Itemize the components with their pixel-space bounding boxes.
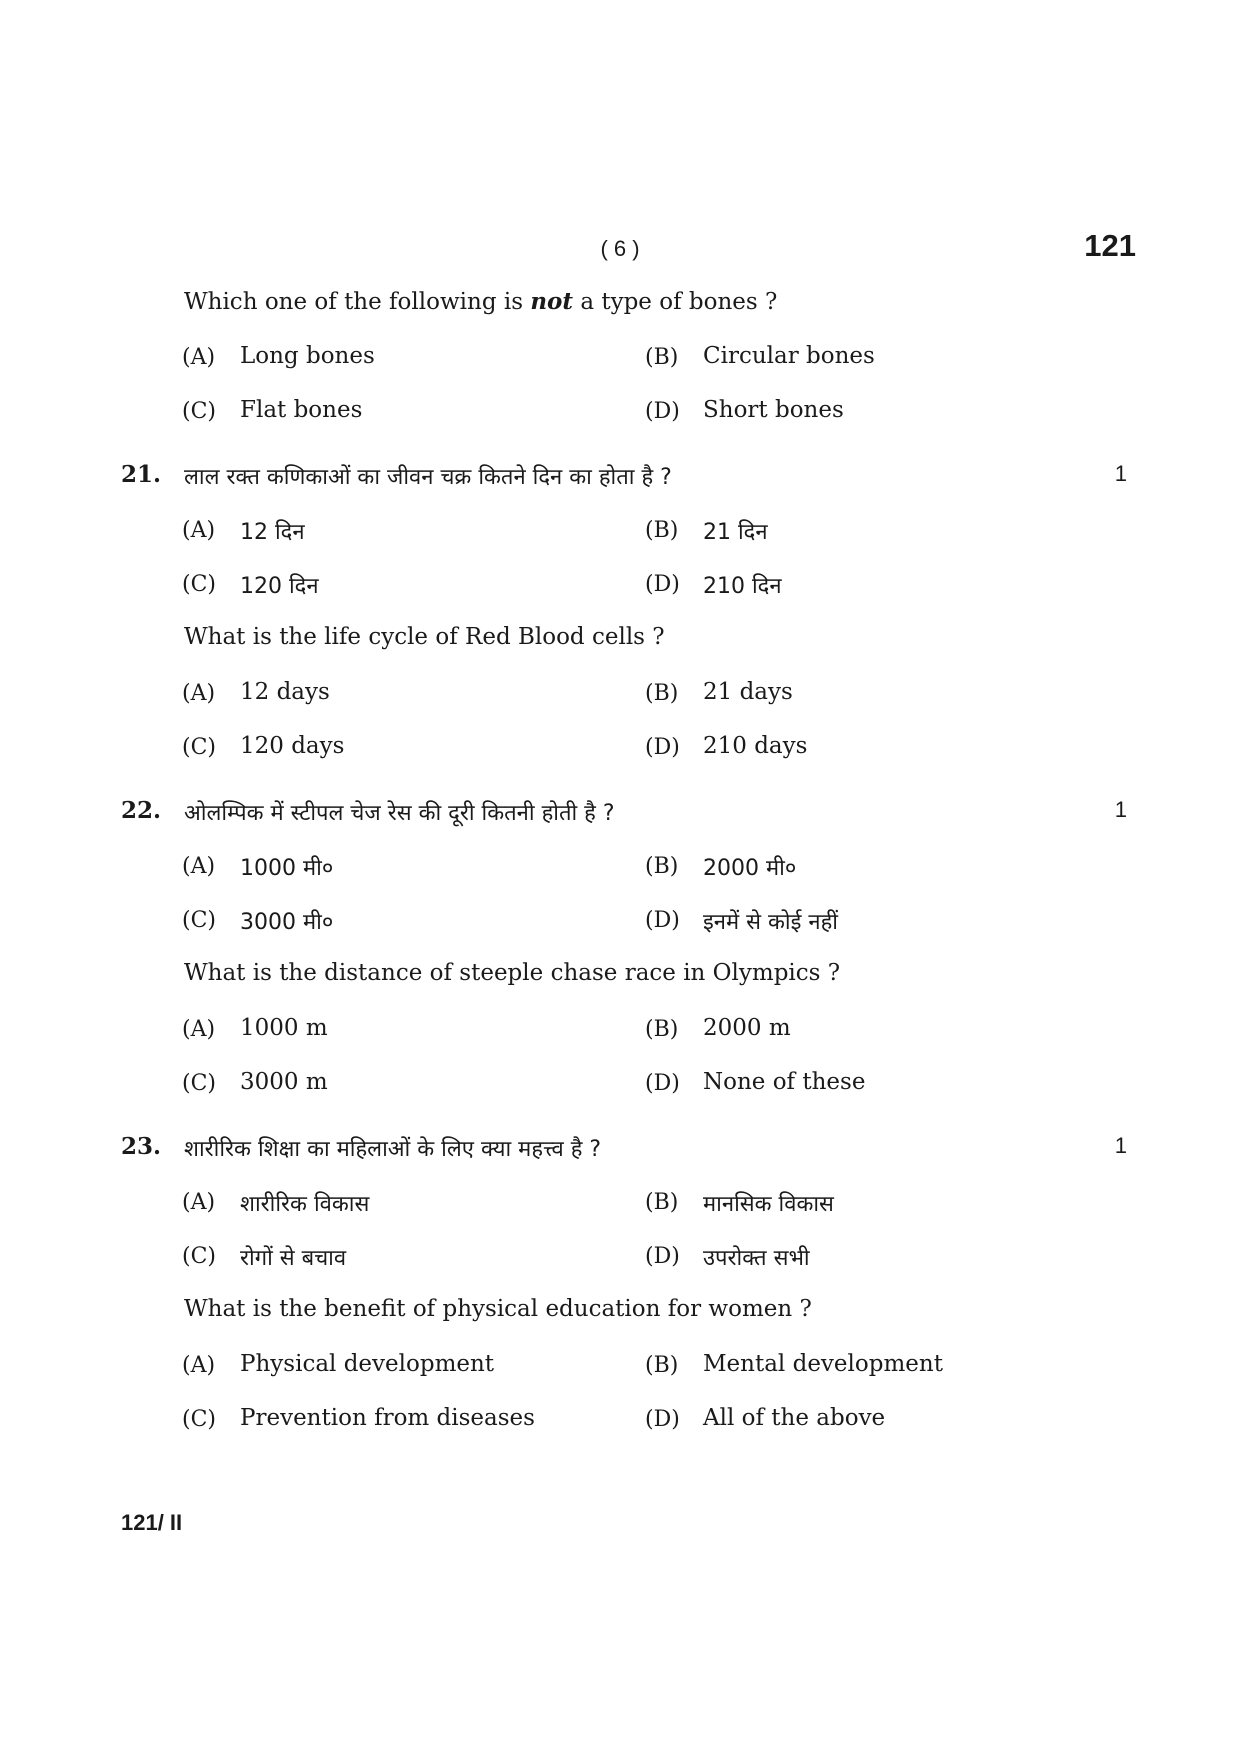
question-text: Which one of the following is not a type of bones ? (184, 288, 778, 315)
option-text: इनमें से कोई नहीं (703, 910, 839, 935)
paper-code-header: 121 (1084, 228, 1136, 263)
option-text: 2000 m (703, 1015, 791, 1041)
question-23-english (0, 1296, 1240, 1330)
option-text: 1000 m (240, 1015, 328, 1041)
option-label: (B) (645, 518, 679, 543)
option-label: (A) (182, 681, 216, 706)
page-number: ( 6 ) (600, 236, 640, 261)
option-label: (D) (645, 908, 680, 933)
option-label: (D) (645, 1244, 680, 1269)
question-22-english (0, 960, 1240, 994)
option-text: उपरोक्त सभी (703, 1246, 810, 1271)
option-label: (C) (182, 1244, 216, 1269)
question-marks: 1 (1114, 461, 1127, 486)
option-label: (A) (182, 345, 216, 370)
option-label: (C) (182, 735, 216, 760)
paper-code-footer: 121/ II (121, 1510, 183, 1535)
question-number: 21. (121, 461, 162, 488)
question-23-hindi (0, 1133, 1240, 1167)
option-text: 2000 मी० (703, 856, 797, 881)
emphasis-not: not (530, 288, 574, 315)
option-label: (B) (645, 1353, 679, 1378)
question-text: शारीरिक शिक्षा का महिलाओं के लिए क्या महत्त्व है ? (184, 1137, 602, 1162)
option-label: (B) (645, 854, 679, 879)
option-label: (A) (182, 1017, 216, 1042)
option-text: Long bones (240, 343, 375, 369)
option-text: 12 days (240, 679, 330, 705)
option-text: शारीरिक विकास (240, 1192, 370, 1217)
option-label: (D) (645, 1407, 680, 1432)
option-label: (C) (182, 1071, 216, 1096)
question-text: ओलम्पिक में स्टीपल चेज रेस की दूरी कितनी होती है ? (184, 801, 615, 826)
option-label: (B) (645, 681, 679, 706)
option-text: Circular bones (703, 343, 875, 369)
question-20-english (0, 288, 1240, 322)
option-text: 12 दिन (240, 520, 305, 545)
question-text: What is the life cycle of Red Blood cells ? (184, 624, 665, 650)
question-marks: 1 (1114, 797, 1127, 822)
question-text: What is the benefit of physical education for women ? (184, 1296, 812, 1322)
option-label: (C) (182, 1407, 216, 1432)
option-text: मानसिक विकास (703, 1192, 834, 1217)
option-text: Mental development (703, 1351, 943, 1377)
option-text: Short bones (703, 397, 844, 423)
option-text: 3000 m (240, 1069, 328, 1095)
question-22-hindi (0, 797, 1240, 831)
question-21-hindi (0, 461, 1240, 495)
option-text: 3000 मी० (240, 910, 334, 935)
option-text: Physical development (240, 1351, 495, 1377)
option-text: 1000 मी० (240, 856, 334, 881)
option-label: (A) (182, 854, 216, 879)
question-text: लाल रक्त कणिकाओं का जीवन चक्र कितने दिन का होता है ? (184, 465, 672, 490)
option-text: Flat bones (240, 397, 363, 423)
question-number: 22. (121, 797, 162, 824)
option-text: 210 दिन (703, 574, 782, 599)
option-label: (A) (182, 518, 216, 543)
option-text: 120 दिन (240, 574, 319, 599)
option-text: 21 दिन (703, 520, 768, 545)
option-label: (A) (182, 1353, 216, 1378)
option-label: (D) (645, 1071, 680, 1096)
question-21-english (0, 624, 1240, 658)
option-label: (C) (182, 908, 216, 933)
option-text: Prevention from diseases (240, 1405, 535, 1431)
option-text: 21 days (703, 679, 793, 705)
option-text: रोगों से बचाव (240, 1246, 347, 1271)
option-label: (B) (645, 1017, 679, 1042)
option-text: All of the above (703, 1405, 886, 1431)
question-number: 23. (121, 1133, 162, 1160)
option-label: (D) (645, 735, 680, 760)
option-text: 120 days (240, 733, 345, 759)
option-label: (B) (645, 1190, 679, 1215)
option-label: (B) (645, 345, 679, 370)
option-label: (C) (182, 572, 216, 597)
question-marks: 1 (1114, 1133, 1127, 1158)
option-label: (A) (182, 1190, 216, 1215)
option-text: None of these (703, 1069, 866, 1095)
option-label: (D) (645, 572, 680, 597)
option-label: (C) (182, 399, 216, 424)
option-label: (D) (645, 399, 680, 424)
option-text: 210 days (703, 733, 808, 759)
question-text: What is the distance of steeple chase race in Olympics ? (184, 960, 841, 986)
